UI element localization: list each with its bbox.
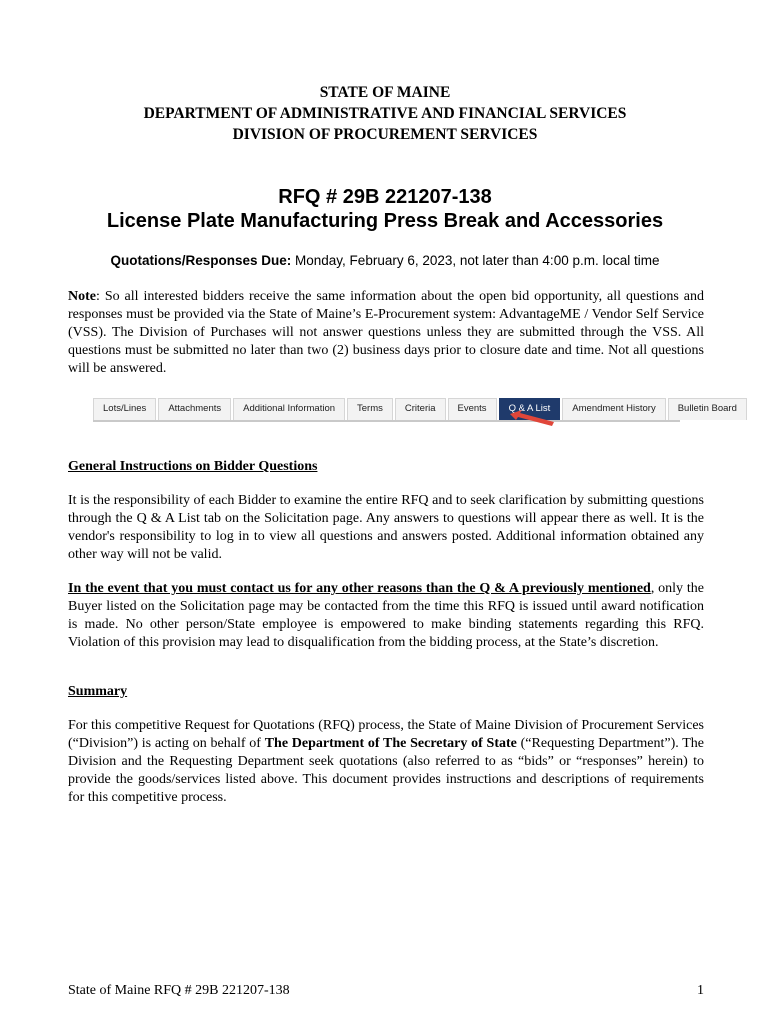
due-line (0, 253, 770, 268)
tab-attachments: Attachments (158, 398, 231, 420)
header-department: DEPARTMENT OF ADMINISTRATIVE AND FINANCIAL SERVICES (143, 105, 627, 122)
solicitation-tabs-screenshot (93, 396, 737, 422)
header-state: STATE OF MAINE (319, 84, 451, 101)
page-number: 1 (697, 983, 704, 998)
note-paragraph (68, 288, 704, 378)
footer-reference: State of Maine RFQ # 29B 221207-138 (68, 983, 290, 998)
tab-additional-information: Additional Information (233, 398, 345, 420)
tab-lots-lines: Lots/Lines (93, 398, 156, 420)
summary-paragraph (68, 717, 704, 807)
pointer-arrow-icon (508, 408, 556, 428)
general-instructions-heading: General Instructions on Bidder Questions (68, 459, 318, 474)
header-division: DIVISION OF PROCUREMENT SERVICES (232, 126, 538, 143)
note-label: Note (68, 289, 96, 304)
contact-warning-rest: , only the Buyer listed on the Solicitation page may be contacted from the time this RFQ is issued until award notification is made. No other person/State employee is empowered to make binding statements regarding this RFQ. Violation of this provision may lead to disqualification from the bidding process, at the State’s discretion. (68, 581, 704, 650)
summary-part1: For this competitive Request for Quotations (RFQ) process, the State of Maine Division of Procurement Services (“Division”) is acting on behalf of (68, 718, 704, 751)
general-paragraph-2 (68, 580, 704, 652)
general-paragraph-1: It is the responsibility of each Bidder to examine the entire RFQ and to seek clarification by submitting questions through the Q & A List tab on the Solicitation page. Any answers to questions will appear there as well. It is the vendor's responsibility to log in to view all questions and answers posted. Additional information obtained any other way will not be valid. (68, 493, 704, 562)
tab-events: Events (448, 398, 497, 420)
note-text: : So all interested bidders receive the same information about the open bid opportunity, all questions and responses must be provided via the State of Maine’s E-Procurement system: AdvantageME / Vendor Self Service (VSS). The Division of Purchases will not answer questions unless they are submitted through the VSS. All questions must be submitted no later than two (2) business days prior to closure date and time. Not all questions will be answered. (68, 289, 704, 376)
summary-part2: (“Requesting Department”). The Division and the Requesting Department seek quotations (also referred to as “bids” or “responses” herein) to provide the goods/services listed above. This document provides instructions and descriptions of requirements for this competitive process. (68, 736, 704, 805)
rfq-title: License Plate Manufacturing Press Break and Accessories (106, 210, 664, 232)
tab-terms: Terms (347, 398, 393, 420)
rfq-number: RFQ # 29B 221207-138 (278, 186, 492, 208)
due-label: Quotations/Responses Due: (110, 253, 292, 268)
summary-heading: Summary (68, 684, 128, 699)
contact-warning: In the event that you must contact us for any other reasons than the Q & A previously mentioned (68, 581, 651, 596)
requesting-department: The Department of The Secretary of State (264, 736, 517, 751)
tab-qa-list: Q & A List (499, 398, 561, 420)
tab-amendment-history: Amendment History (562, 398, 665, 420)
due-value: Monday, February 6, 2023, not later than 4:00 p.m. local time (291, 253, 660, 268)
tab-bulletin-board: Bulletin Board (668, 398, 747, 420)
tab-criteria: Criteria (395, 398, 446, 420)
